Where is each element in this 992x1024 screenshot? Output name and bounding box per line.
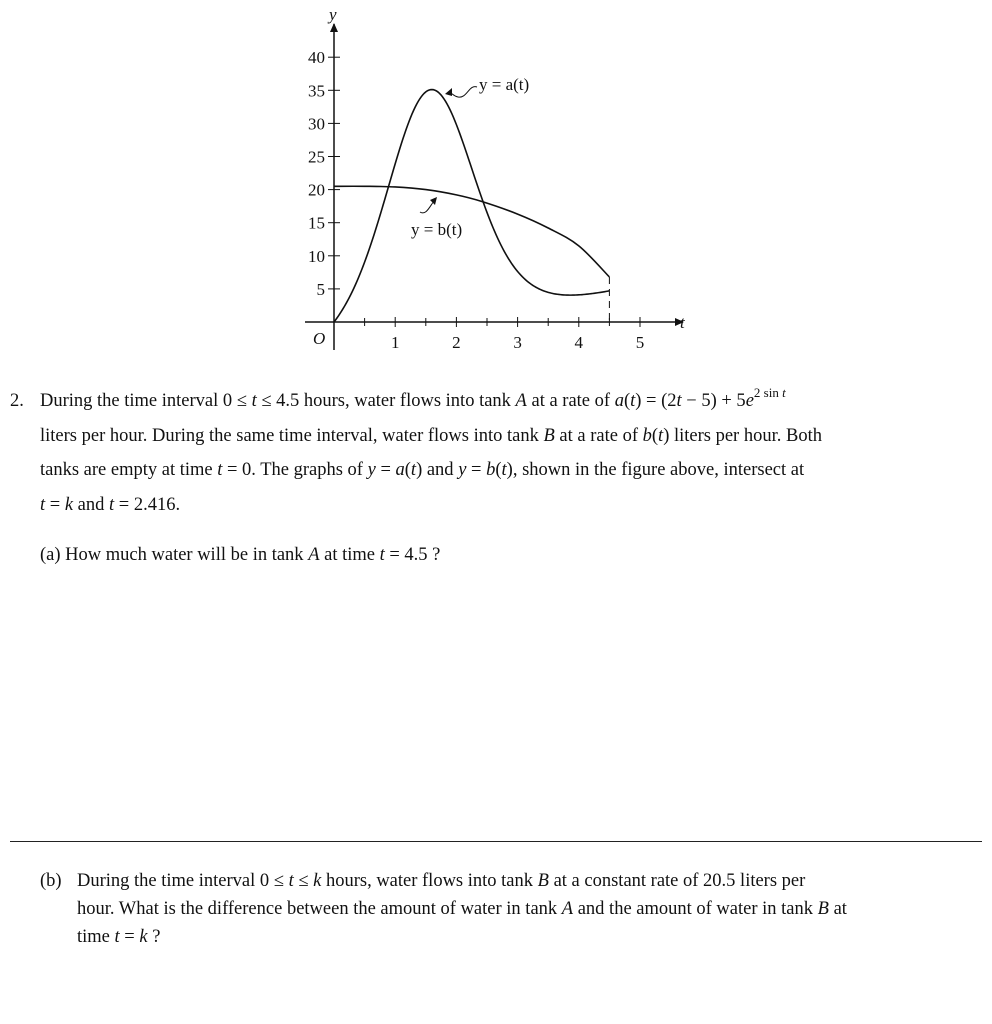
y-tick-label-5: 5 — [316, 279, 325, 299]
origin-label: O — [313, 329, 326, 348]
y-tick-label-40: 40 — [308, 48, 325, 68]
y-tick-label-10: 10 — [308, 246, 325, 266]
curve-label-a: y = a(t) — [479, 75, 530, 94]
y-tick-label-15: 15 — [308, 213, 325, 233]
x-axis-label: t — [680, 313, 685, 332]
problem-number: 2. — [10, 391, 24, 411]
section-divider — [10, 841, 982, 842]
curve-a — [334, 90, 609, 322]
y-tick-label-20: 20 — [308, 180, 325, 200]
curve-labels — [411, 75, 529, 239]
y-tick-label-25: 25 — [308, 147, 325, 167]
problem-2 — [10, 384, 950, 522]
x-tick-label-1: 1 — [390, 333, 400, 352]
x-tick-label-3: 3 — [513, 333, 522, 352]
pointer-b-head — [430, 197, 437, 205]
pointer-b — [420, 201, 434, 213]
exponent: 2 sin t — [753, 384, 786, 400]
part-a-question: (a) How much water will be in tank A at time t = 4.5 ? — [40, 545, 441, 565]
y-tick-label-30: 30 — [308, 114, 325, 134]
y-axis-label: y — [329, 5, 337, 24]
curves — [334, 90, 609, 322]
problem-statement: During the time interval 0 ≤ t ≤ 4.5 hours, water flows into tank A at a rate of $a(t) = (2t - 5) + 5e^{2 sin t}$ liters per hour. During the same time interval, water flows into tank B at a rate of b(t) liters per hour. Both tanks are empty at time t = 0. The graphs of y = a(t) and y = b(t), shown in the figure above, intersect at t = k and t = 2.416. — [40, 384, 822, 515]
y-ticks — [308, 48, 340, 299]
x-tick-label-2: 2 — [452, 333, 461, 352]
x-tick-label-5: 5 — [635, 333, 645, 352]
curve-label-b: y = b(t) — [411, 220, 463, 239]
part-b-text: During the time interval 0 ≤ t ≤ k hours, water flows into tank B at a constant rate of 20.5 liters per hour. What is the difference between the amount of water in tank A and the amount of water in tank B at time t = k ? — [77, 871, 847, 947]
part-a-label: (a) — [40, 545, 61, 565]
part-b-question — [40, 867, 960, 951]
axes — [305, 5, 686, 350]
x-tick-label-4: 4 — [574, 333, 584, 352]
pointer-a-head — [445, 88, 452, 96]
part-b-label: (b) — [40, 871, 62, 891]
y-tick-label-35: 35 — [308, 81, 325, 101]
rate-graph — [0, 0, 992, 380]
